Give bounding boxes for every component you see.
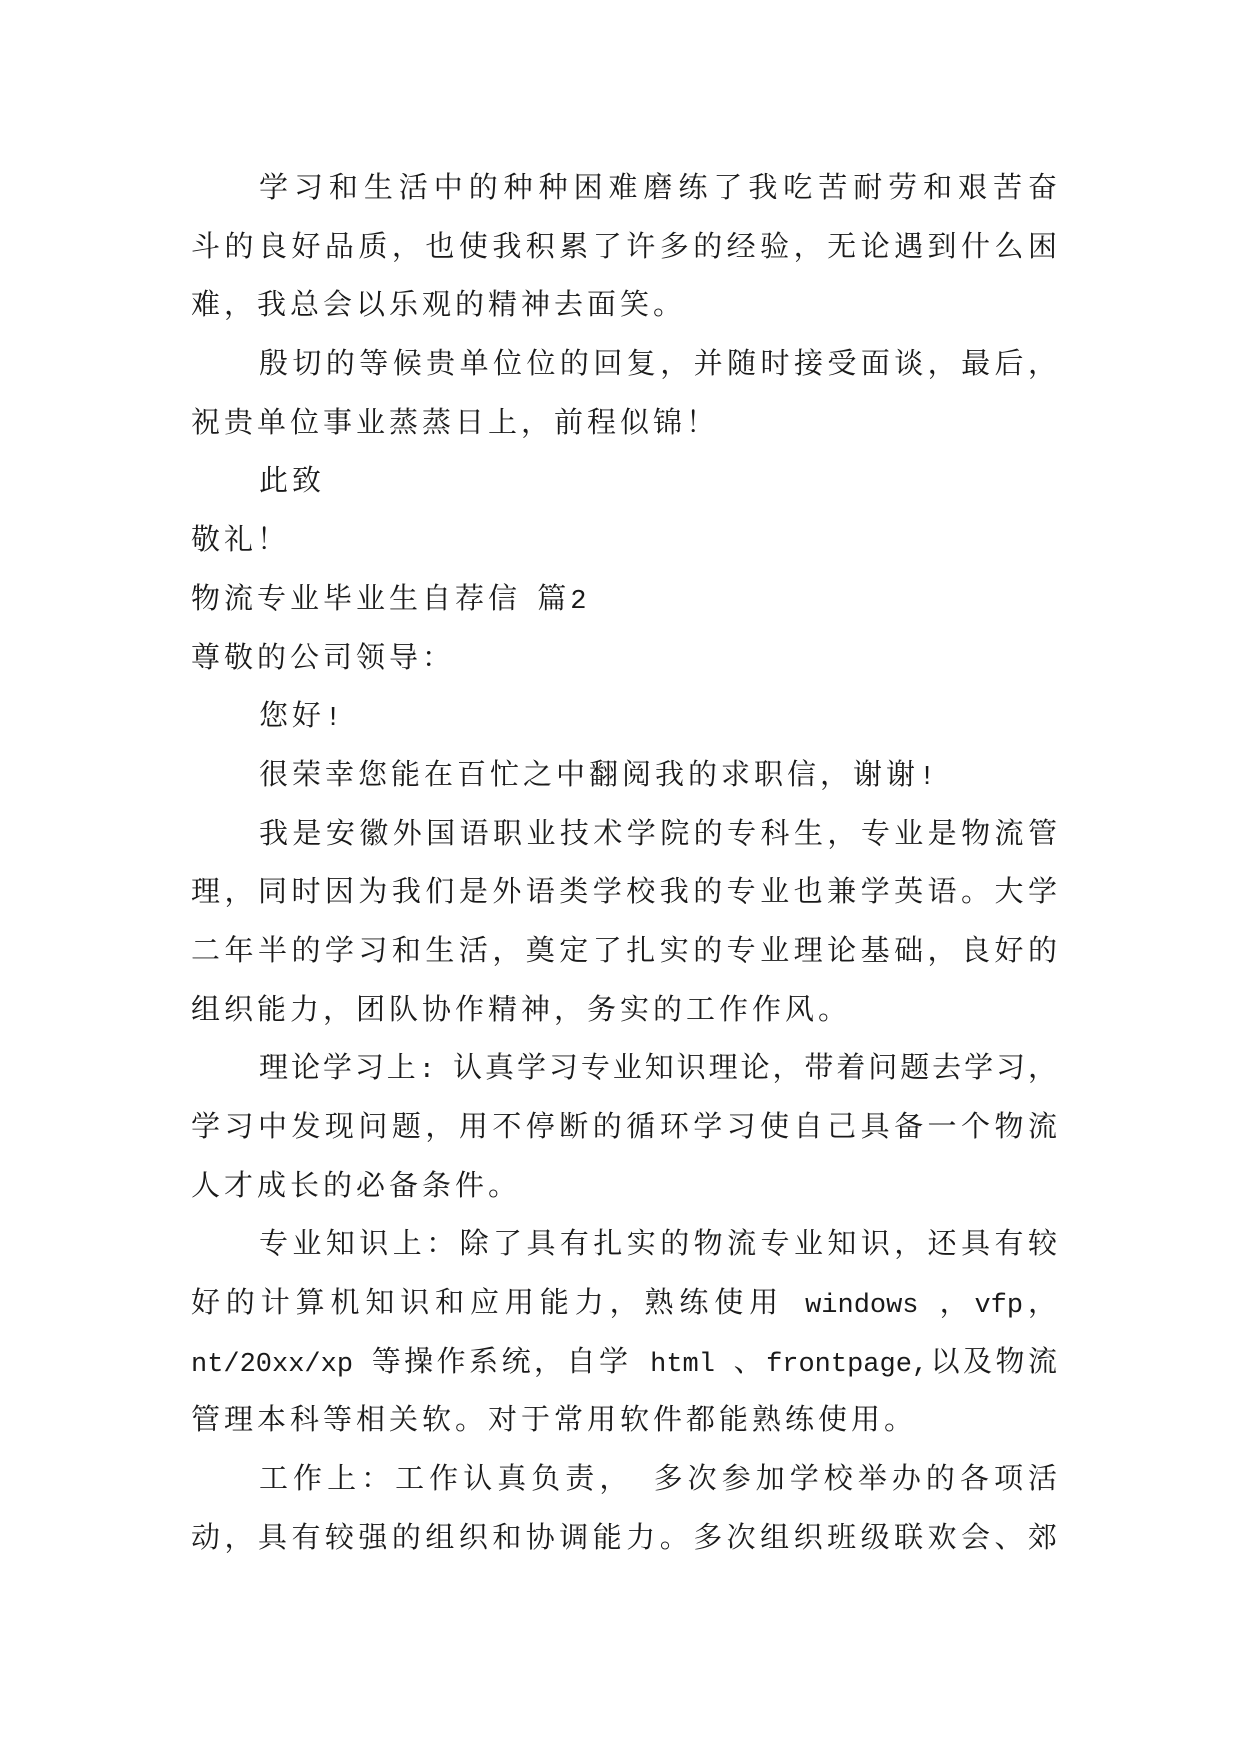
latin-run: vfp [974, 1291, 1024, 1322]
text-line: 难，我总会以乐观的精神去面笑。 [191, 287, 687, 322]
latin-run [521, 587, 537, 617]
latin-run: html [631, 1349, 734, 1380]
text-line: 我是安徽外国语职业技术学院的专科生，专业是物流管 [259, 815, 1058, 850]
text-line: 斗的良好品质，也使我积累了许多的经验，无论遇到什么困 [191, 228, 1058, 263]
text-line: 管理本科等相关软。对于常用软件都能熟练使用。 [191, 1402, 918, 1437]
latin-run: nt/20xx/xp [191, 1349, 372, 1380]
text-line: 二年半的学习和生活，奠定了扎实的专业理论基础，良好的 [191, 932, 1058, 967]
document-body [191, 158, 1058, 1567]
text-line: 理，同时因为我们是外语类学校我的专业也兼学英语。大学 [191, 874, 1058, 909]
text-line: 工作上：工作认真负责， 多次参加学校举办的各项活 [259, 1461, 1058, 1496]
latin-run [633, 1467, 653, 1497]
letter-regards: 敬礼！ [191, 522, 291, 557]
text-line: 学习和生活中的种种困难磨练了我吃苦耐劳和艰苦奋 [259, 170, 1058, 204]
paragraph [191, 1214, 1058, 1449]
paragraph [191, 334, 1058, 451]
latin-run: ! [919, 762, 936, 793]
text-line: 好的计算机知识和应用能力，熟练使用 windows ，vfp， [191, 1285, 1058, 1322]
section-title: 物流专业毕业生自荐信 篇2 [191, 580, 587, 617]
text-line: 学习中发现问题，用不停断的循环学习使自己具备一个物流 [191, 1109, 1058, 1143]
letter-greeting: 您好! [259, 698, 342, 735]
paragraph [191, 804, 1058, 1039]
text-line: nt/20xx/xp 等操作系统，自学 html 、frontpage,以及物流 [191, 1343, 1058, 1380]
latin-run: 2 [570, 586, 587, 617]
paragraph [191, 158, 1058, 334]
text-line: 理论学习上: 认真学习专业知识理论，带着问题去学习， [259, 1050, 1058, 1087]
latin-run: ! [325, 704, 342, 735]
paragraph [191, 1038, 1058, 1214]
latin-run: windows [784, 1291, 940, 1322]
latin-run: frontpage, [766, 1349, 929, 1380]
text-line: 人才成长的必备条件。 [191, 1167, 522, 1202]
text-line: 动，具有较强的组织和协调能力。多次组织班级联欢会、郊 [191, 1519, 1058, 1554]
paragraph [191, 745, 1058, 804]
latin-run: : [418, 1056, 454, 1087]
text-line: 组织能力，团队协作精神，务实的工作作风。 [191, 991, 852, 1026]
text-line: 殷切的等候贵单位位的回复，并随时接受面谈，最后， [259, 346, 1058, 381]
text-line: 很荣幸您能在百忙之中翻阅我的求职信，谢谢! [259, 756, 936, 793]
text-line: 祝贵单位事业蒸蒸日上，前程似锦！ [191, 404, 720, 439]
letter-salutation: 尊敬的公司领导： [191, 639, 456, 674]
paragraph [191, 1449, 1058, 1566]
letter-closing: 此致 [259, 463, 326, 498]
text-line: 专业知识上：除了具有扎实的物流专业知识，还具有较 [259, 1226, 1058, 1261]
